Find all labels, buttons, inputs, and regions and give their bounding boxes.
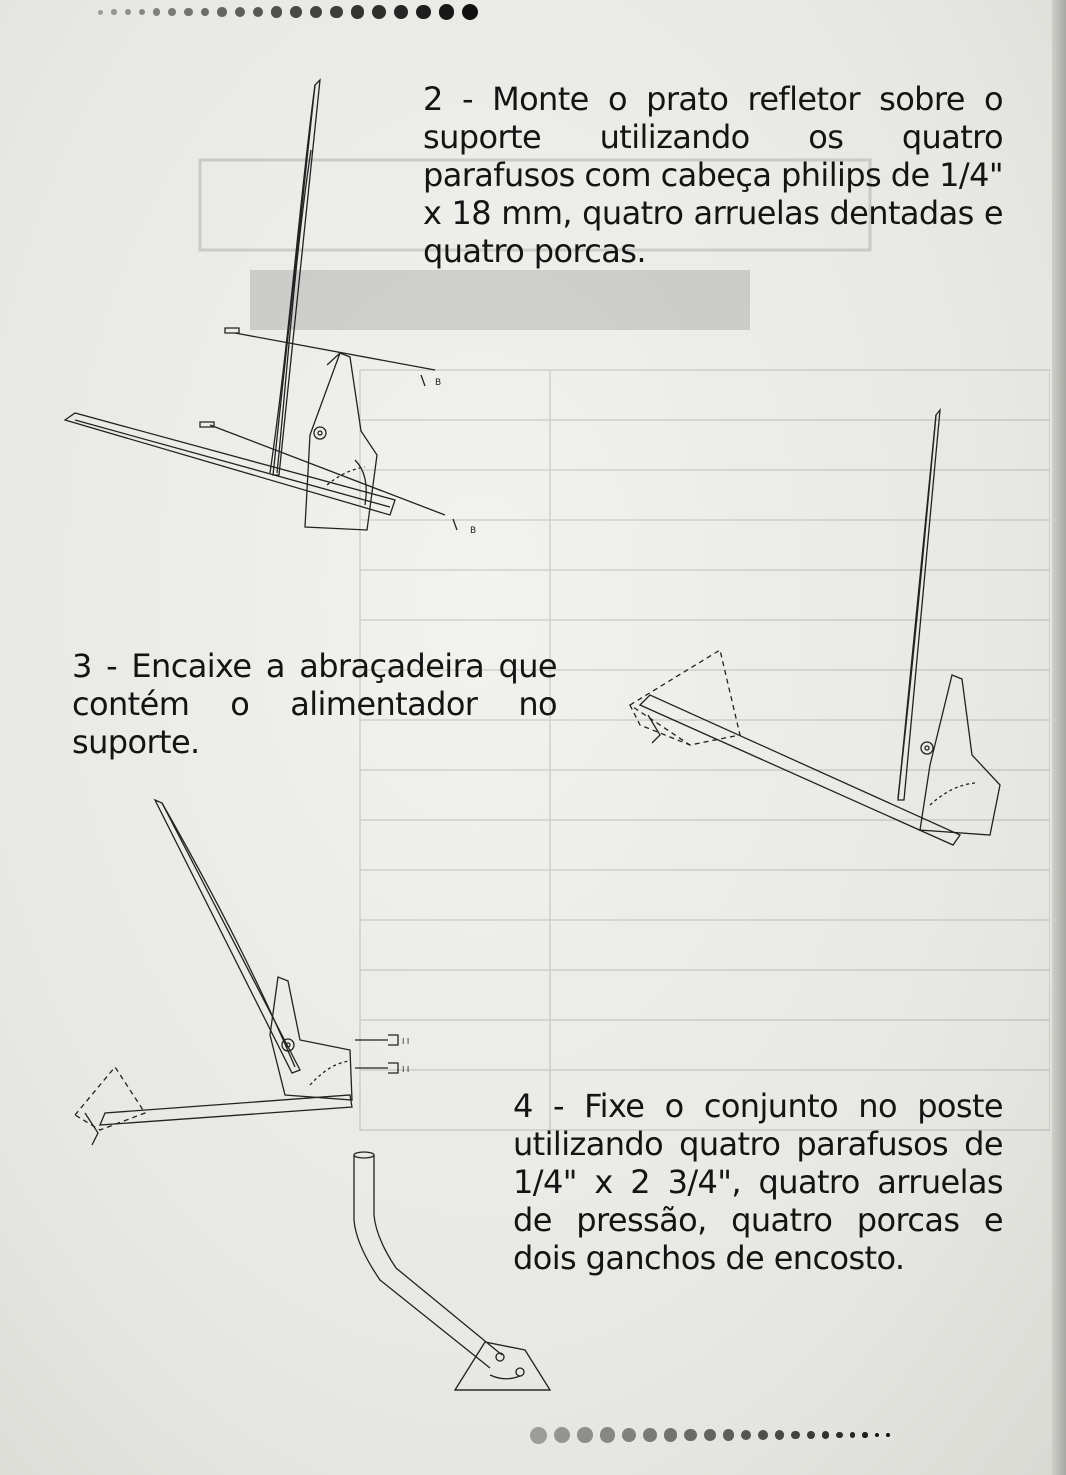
step4-exploded-drawing bbox=[60, 795, 420, 1160]
svg-text:I I: I I bbox=[402, 1065, 410, 1074]
decorative-dot bbox=[758, 1430, 768, 1440]
step-2-instruction bbox=[423, 80, 1003, 270]
decorative-dot bbox=[600, 1427, 615, 1442]
top-dot-divider bbox=[98, 2, 558, 22]
decorative-dot bbox=[577, 1427, 593, 1443]
decorative-dot bbox=[271, 6, 282, 17]
decorative-dot bbox=[664, 1428, 677, 1441]
step4-mast-drawing bbox=[340, 1150, 570, 1395]
svg-text:B: B bbox=[470, 526, 477, 536]
svg-text:B: B bbox=[435, 378, 442, 388]
decorative-dot bbox=[530, 1427, 547, 1444]
decorative-dot bbox=[290, 6, 302, 18]
decorative-dot bbox=[850, 1432, 856, 1438]
decorative-dot bbox=[310, 6, 322, 18]
decorative-dot bbox=[723, 1429, 734, 1440]
decorative-dot bbox=[184, 8, 192, 16]
decorative-dot bbox=[111, 9, 117, 15]
decorative-dot bbox=[201, 8, 210, 17]
decorative-dot bbox=[462, 4, 478, 20]
step-4-text: 4 - Fixe o conjunto no poste utilizando quatro parafusos de 1/4" x 2 3/4", quatro arruelas de pressão, quatro porcas e dois ganchos de encosto. bbox=[513, 1087, 1003, 1277]
decorative-dot bbox=[704, 1429, 716, 1441]
decorative-dot bbox=[741, 1430, 752, 1441]
decorative-dot bbox=[822, 1431, 829, 1438]
decorative-dot bbox=[253, 7, 264, 18]
decorative-dot bbox=[98, 10, 103, 15]
page-edge-shadow bbox=[1052, 0, 1066, 1475]
decorative-dot bbox=[139, 9, 146, 16]
decorative-dot bbox=[791, 1431, 800, 1440]
bottom-dot-divider bbox=[530, 1422, 1000, 1448]
decorative-dot bbox=[862, 1432, 867, 1437]
decorative-dot bbox=[886, 1433, 890, 1437]
step-3-text: 3 - Encaixe a abraçadeira que contém o alimentador no suporte. bbox=[72, 647, 557, 761]
decorative-dot bbox=[684, 1429, 696, 1441]
step2-reflector-mount-drawing bbox=[65, 75, 505, 555]
decorative-dot bbox=[330, 6, 343, 19]
step-2-text: 2 - Monte o prato refletor sobre o suporte utilizando os quatro parafusos com cabeça philips de 1/4" x 18 mm, quatro arruelas dentadas e quatro porcas. bbox=[423, 80, 1003, 270]
step-4-instruction bbox=[513, 1087, 1003, 1277]
decorative-dot bbox=[875, 1433, 880, 1438]
step3-feed-clamp-drawing bbox=[580, 405, 1000, 855]
decorative-dot bbox=[372, 5, 386, 19]
decorative-dot bbox=[643, 1428, 657, 1442]
decorative-dot bbox=[439, 4, 454, 19]
decorative-dot bbox=[807, 1431, 815, 1439]
decorative-dot bbox=[168, 8, 176, 16]
step-3-instruction bbox=[72, 647, 557, 761]
decorative-dot bbox=[622, 1428, 636, 1442]
decorative-dot bbox=[351, 5, 364, 18]
decorative-dot bbox=[125, 9, 131, 15]
decorative-dot bbox=[416, 5, 431, 20]
decorative-dot bbox=[153, 8, 160, 15]
decorative-dot bbox=[217, 7, 226, 16]
decorative-dot bbox=[235, 7, 245, 17]
decorative-dot bbox=[394, 5, 408, 19]
svg-text:I I: I I bbox=[402, 1037, 410, 1046]
decorative-dot bbox=[554, 1427, 570, 1443]
decorative-dot bbox=[775, 1430, 784, 1439]
decorative-dot bbox=[836, 1432, 843, 1439]
